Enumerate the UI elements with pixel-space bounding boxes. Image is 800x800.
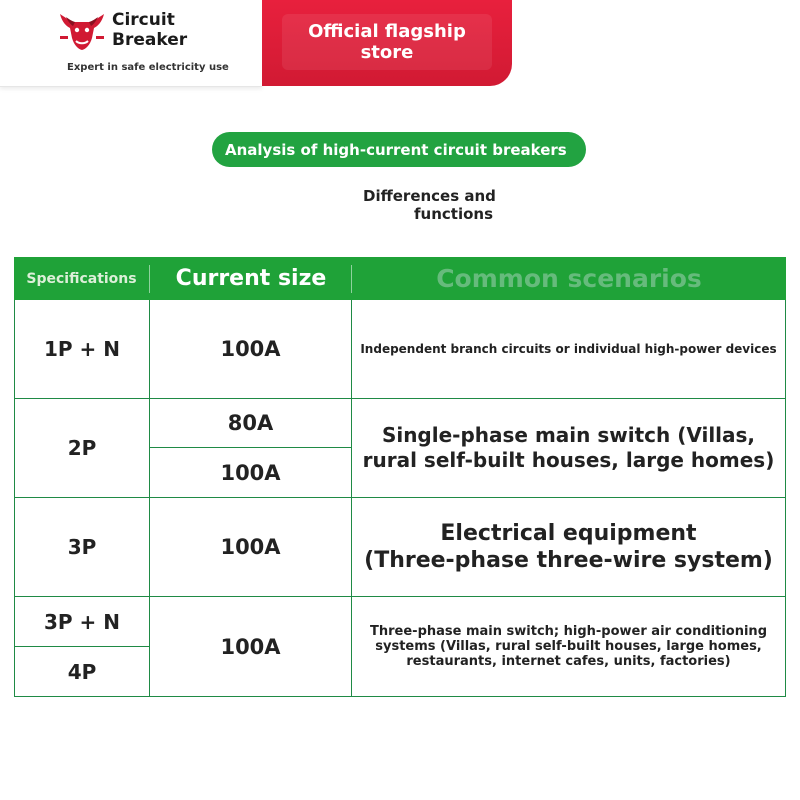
brand-name [112,10,232,50]
store-header [0,0,800,86]
cell-current-2p-a: 80A [150,399,352,448]
subtitle-line1: Differences and [363,187,496,205]
cell-spec-3p-n: 3P + N [15,597,150,647]
cell-spec-2p: 2P [15,399,150,498]
brand-tagline: Expert in safe electricity use [67,62,229,73]
official-store-label[interactable] [282,14,492,70]
header-common-scenarios: Common scenarios [436,264,702,293]
bull-head-logo-icon [56,8,108,52]
cell-scenario-3p [352,498,786,597]
cell-spec-4p: 4P [15,647,150,697]
brand-area[interactable] [0,0,262,87]
table-header-row [14,257,786,300]
cell-scenario-1p-n: Independent branch circuits or individual high-power devices [352,300,786,399]
cell-current-1p-n: 100A [150,300,352,399]
store-label-line1: Official flagship [308,21,466,42]
brand-name-line1: Circuit [112,10,175,30]
official-store-banner[interactable] [262,0,512,86]
cell-spec-1p-n: 1P + N [15,300,150,399]
table-body [14,300,786,697]
store-label-line2: store [360,42,414,63]
scenario-3p-line2: (Three-phase three-wire system) [364,548,773,573]
brand-name-line2: Breaker [112,30,188,50]
header-current-size: Current size [175,266,327,291]
specification-table [14,257,786,697]
cell-current-2p-b: 100A [150,448,352,498]
subtitle-line2: functions [414,205,493,223]
cell-spec-3p: 3P [15,498,150,597]
cell-current-3p-n-4p: 100A [150,597,352,697]
cell-scenario-3p-n-4p: Three-phase main switch; high-power air conditioning systems (Villas, rural self-built houses, large homes, restaurants, internet cafes, units, factories) [352,597,786,697]
scenario-3p-line1: Electrical equipment [440,521,697,546]
cell-scenario-2p: Single-phase main switch (Villas, rural self-built houses, large homes) [352,399,786,498]
section-title-pill: Analysis of high-current circuit breakers [212,132,586,167]
cell-current-3p: 100A [150,498,352,597]
header-specifications: Specifications [26,270,137,287]
